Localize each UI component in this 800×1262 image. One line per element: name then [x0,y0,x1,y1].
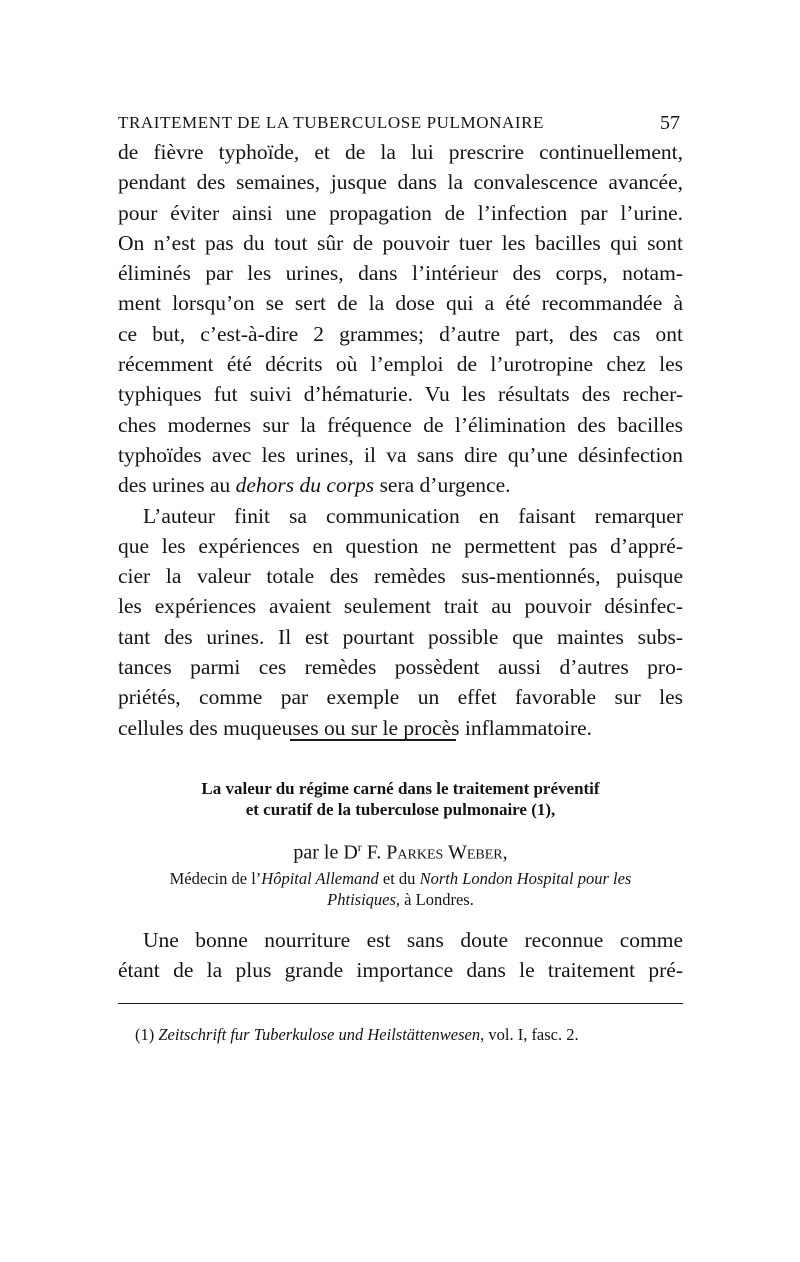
byline [118,833,683,867]
paragraph-1-line: On n’est pas du tout sûr de pouvoir tuer les bacilles qui sont [118,230,683,255]
article-title-line-1: La valeur du régime carné dans le traitement préventif [201,779,600,798]
text-run: des urines au [118,473,236,498]
footnote-rule [118,1003,683,1004]
paragraph-2-line: les expériences avaient seulement trait au pouvoir désinfec- [118,594,683,619]
page-number: 57 [660,111,680,134]
text-run: sera d’urgence. [374,473,511,498]
paragraph-2-line: L’auteur finit sa communication en faisant remarquer [143,503,683,528]
paragraph-1-line: pendant des semaines, jusque dans la convalescence avancée, [118,170,683,195]
text-run: Médecin de l’ [169,869,262,888]
footnote-details: , vol. I, fasc. 2. [480,1025,579,1044]
paragraph-1-line: ment lorsqu’on se sert de la dose qui a été recommandée à [118,291,683,316]
italic-phrase: Hôpital Allemand [261,869,379,888]
paragraph-1-line: éliminés par les urines, dans l’intérieur des corps, notam- [118,261,683,286]
paragraph-1-line: typhiques fut suivi d’hématurie. Vu les résultats des recher- [118,382,683,407]
footnote [135,1024,685,1046]
article-title-line-2: et curatif de la tuberculose pulmonaire (1), [245,800,556,819]
italic-phrase: Phtisiques [327,890,396,909]
paragraph-2-line: que les expériences en question ne permettent pas d’appré- [118,533,683,558]
article-title [118,778,683,820]
paragraph-1-line: de fièvre typhoïde, et de la lui prescrire continuellement, [118,140,683,164]
text-run: et du [378,869,420,888]
footnote-journal: Zeitschrift fur Tuberkulose und Heilstättenwesen [158,1025,481,1044]
affiliation-line-2 [118,889,683,910]
article-body-line: Une bonne nourriture est sans doute reconnue comme [143,928,683,952]
paragraph-2-line: priétés, comme par exemple un effet favorable sur les [118,685,683,710]
paragraph-2-last-line: cellules des muqueuses ou sur le procès inflammatoire. [118,715,593,740]
paragraph-1-line: typhoïdes avec les urines, il va sans dire qu’une désinfection [118,442,683,467]
article-body-line: étant de la plus grande importance dans le traitement pré- [118,958,683,983]
text-run: , à Londres. [395,890,474,909]
italic-phrase: dehors du corps [235,473,375,498]
byline-prefix: par le D [293,841,358,864]
paragraph-2-line: tances parmi ces remèdes possèdent aussi d’autres pro- [118,655,683,680]
section-divider [290,739,456,741]
article-body [118,925,683,986]
paragraph-2-line: tant des urines. Il est pourtant possible que maintes subs- [118,624,683,649]
author-affiliation [118,868,683,910]
footnote-marker: (1) [135,1025,159,1044]
author-name: F. Parkes Weber, [361,841,508,864]
paragraph-1-line: ches modernes sur la fréquence de l’élimination des bacilles [118,412,683,437]
paragraph-1-line: ce but, c’est-à-dire 2 grammes; d’autre part, des cas ont [118,321,683,346]
main-text [118,137,683,743]
byline-superscript: r [357,840,362,854]
italic-phrase: North London Hospital pour les [419,869,632,888]
affiliation-line-1 [118,868,683,889]
paragraph-2-line: cier la valeur totale des remèdes sus-mentionnés, puisque [118,564,683,589]
paragraph-1-last-line [118,470,683,500]
running-head [118,110,680,136]
paragraph-1-line: pour éviter ainsi une propagation de l’infection par l’urine. [118,200,683,225]
paragraph-1-line: récemment été décrits où l’emploi de l’urotropine chez les [118,352,683,377]
running-title: TRAITEMENT DE LA TUBERCULOSE PULMONAIRE [118,113,545,132]
